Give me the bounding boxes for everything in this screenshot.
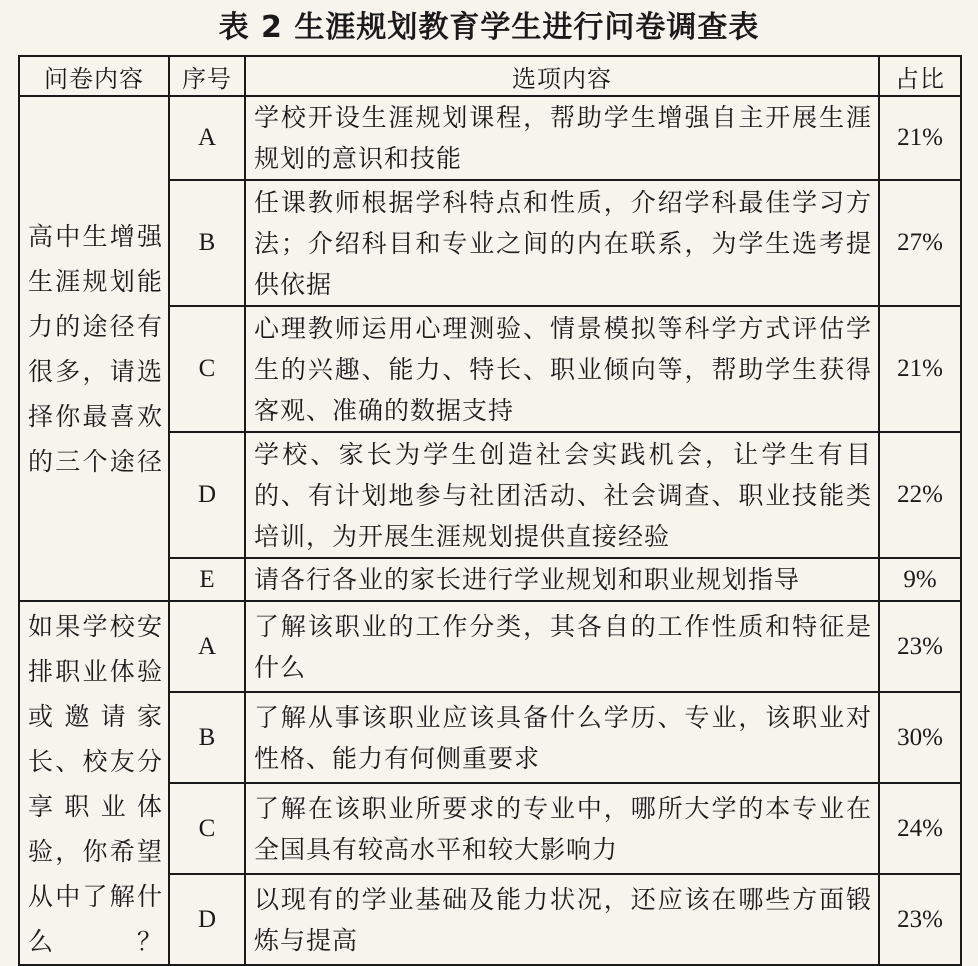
question-cell: 如果学校安排职业体验或邀请家长、校友分享职业体验，你希望从中了解什么？ xyxy=(19,601,169,965)
survey-table xyxy=(18,55,962,966)
header-row xyxy=(19,56,961,96)
header-option: 选项内容 xyxy=(245,56,879,96)
ratio-cell: 27% xyxy=(879,180,961,306)
option-cell: 任课教师根据学科特点和性质，介绍学科最佳学习方法；介绍科目和专业之间的内在联系，为学生选考提供依据 xyxy=(245,180,879,306)
option-cell: 了解从事该职业应该具备什么学历、专业，该职业对性格、能力有何侧重要求 xyxy=(245,692,879,783)
seq-cell: A xyxy=(169,601,245,692)
table-row xyxy=(19,601,961,692)
seq-cell: D xyxy=(169,432,245,558)
ratio-cell: 21% xyxy=(879,306,961,432)
option-cell: 学校开设生涯规划课程，帮助学生增强自主开展生涯规划的意识和技能 xyxy=(245,96,879,180)
seq-cell: D xyxy=(169,874,245,965)
question-cell: 高中生增强生涯规划能力的途径有很多，请选择你最喜欢的三个途径 xyxy=(19,96,169,601)
seq-cell: C xyxy=(169,783,245,874)
header-content: 问卷内容 xyxy=(19,56,169,96)
option-cell: 以现有的学业基础及能力状况，还应该在哪些方面锻炼与提高 xyxy=(245,874,879,965)
seq-cell: B xyxy=(169,692,245,783)
header-ratio: 占比 xyxy=(879,56,961,96)
seq-cell: E xyxy=(169,558,245,601)
ratio-cell: 30% xyxy=(879,692,961,783)
ratio-cell: 24% xyxy=(879,783,961,874)
option-cell: 了解在该职业所要求的专业中，哪所大学的本专业在全国具有较高水平和较大影响力 xyxy=(245,783,879,874)
ratio-cell: 9% xyxy=(879,558,961,601)
option-cell: 心理教师运用心理测验、情景模拟等科学方式评估学生的兴趣、能力、特长、职业倾向等，帮助学生获得客观、准确的数据支持 xyxy=(245,306,879,432)
option-cell: 请各行各业的家长进行学业规划和职业规划指导 xyxy=(245,558,879,601)
seq-cell: B xyxy=(169,180,245,306)
option-cell: 学校、家长为学生创造社会实践机会，让学生有目的、有计划地参与社团活动、社会调查、职业技能类培训，为开展生涯规划提供直接经验 xyxy=(245,432,879,558)
ratio-cell: 23% xyxy=(879,601,961,692)
header-seq: 序号 xyxy=(169,56,245,96)
table-title: 表 2 生涯规划教育学生进行问卷调查表 xyxy=(218,10,760,45)
seq-cell: A xyxy=(169,96,245,180)
ratio-cell: 21% xyxy=(879,96,961,180)
seq-cell: C xyxy=(169,306,245,432)
ratio-cell: 23% xyxy=(879,874,961,965)
table-row xyxy=(19,96,961,180)
ratio-cell: 22% xyxy=(879,432,961,558)
option-cell: 了解该职业的工作分类，其各自的工作性质和特征是什么 xyxy=(245,601,879,692)
